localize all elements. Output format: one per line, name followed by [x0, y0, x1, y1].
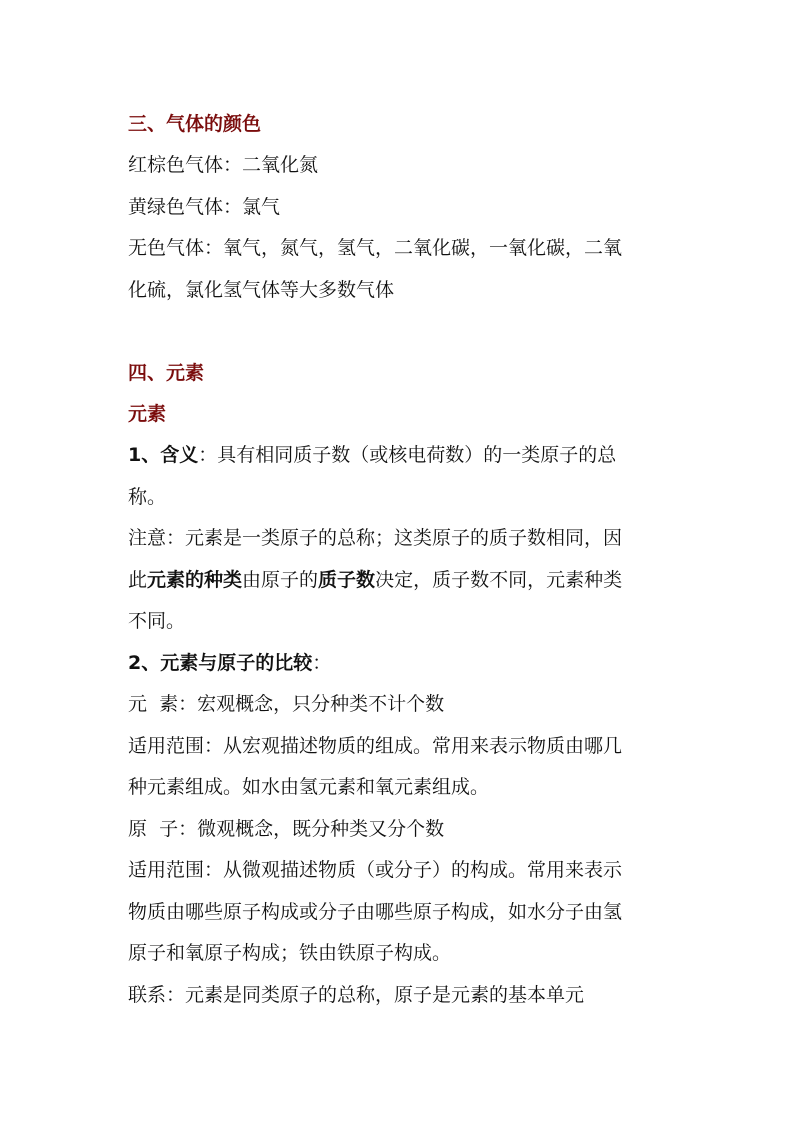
item-2-text: ：	[312, 651, 332, 674]
text-line: 无色气体：氧气，氮气，氢气，二氧化碳，一氧化碳，二氧	[128, 237, 623, 259]
item-2-line	[128, 643, 666, 685]
compare-line: 原子和氧原子构成；铁由铁原子构成。	[128, 942, 452, 964]
note-bold-term: 元素的种类	[147, 568, 243, 591]
compare-line: 适用范围：从微观描述物质（或分子）的构成。常用来表示	[128, 859, 623, 881]
compare-line: 适用范围：从宏观描述物质的组成。常用来表示物质由哪几	[128, 734, 623, 757]
text-line: 化硫，氯化氢气体等大多数气体	[128, 278, 395, 301]
note-line-1: 注意：元素是一类原子的总称；这类原子的质子数相同，因	[128, 527, 623, 549]
item-2-label: 2、元素与原子的比较	[128, 651, 313, 674]
note-line-3: 不同。	[128, 610, 186, 632]
compare-line: 元 素：宏观概念，只分种类不计个数	[128, 693, 445, 715]
item-1-label: 1、含义	[128, 444, 199, 466]
section-spacer	[128, 311, 666, 353]
section-4-subtitle: 元素	[128, 403, 167, 425]
compare-line: 种元素组成。如水由氢元素和氧元素组成。	[128, 776, 490, 798]
note-text: 决定，质子数不同，元素种类	[375, 568, 623, 591]
compare-line: 原 子：微观概念，既分种类又分个数	[128, 817, 445, 840]
section-3-title: 三、气体的颜色	[128, 113, 262, 135]
text-line: 黄绿色气体：氯气	[128, 195, 281, 218]
item-1-cont: 称。	[128, 485, 167, 508]
section-4-title: 四、元素	[128, 362, 205, 384]
item-1-text: ：具有相同质子数（或核电荷数）的一类原子的总	[198, 444, 617, 466]
text-line: 红棕色气体：二氧化氮	[128, 154, 319, 176]
note-bold-term: 质子数	[318, 568, 376, 591]
compare-line: 物质由哪些原子构成或分子由哪些原子构成，如水分子由氢	[128, 900, 623, 923]
compare-line: 联系：元素是同类原子的总称，原子是元素的基本单元	[128, 983, 585, 1006]
note-text: 由原子的	[242, 568, 319, 591]
item-1-line	[128, 435, 666, 477]
note-line-2	[128, 560, 666, 602]
note-text: 此	[128, 568, 148, 591]
